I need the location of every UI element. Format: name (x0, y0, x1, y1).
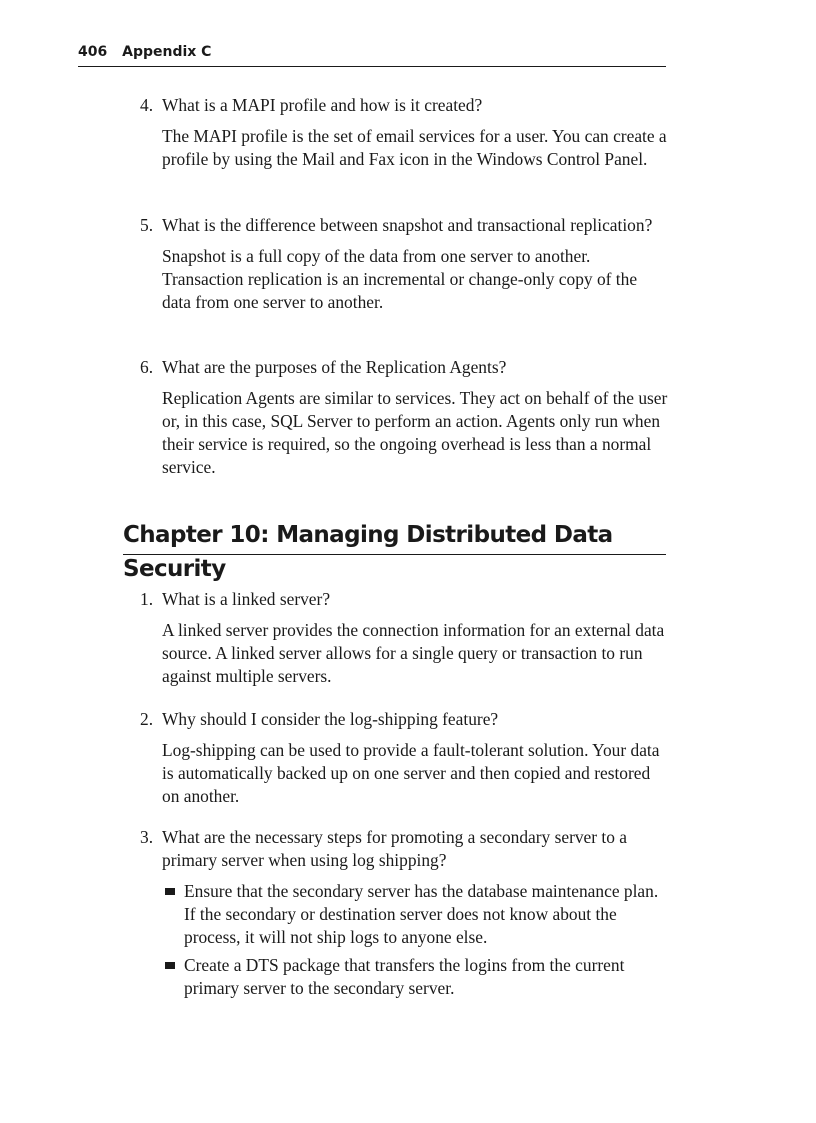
list-item (162, 880, 670, 949)
answer-text: The MAPI profile is the set of email services for a user. You can create a profile by using the Mail and Fax icon in the Windows Control Panel. (162, 126, 667, 169)
bullet-square-icon (162, 880, 184, 949)
question-number: 2. (140, 709, 154, 729)
list-item (162, 954, 670, 1000)
question-block (140, 356, 670, 479)
question-block (140, 588, 670, 688)
bullet-text: Create a DTS package that transfers the logins from the current primary server to the secondary server. (184, 955, 625, 998)
question-number: 1. (140, 589, 154, 609)
question-number: 5. (140, 215, 154, 235)
answer-text: Log-shipping can be used to provide a fault-tolerant solution. Your data is automatically backed up on one server and then copied and restored on another. (162, 740, 660, 806)
question-number: 3. (140, 827, 154, 847)
page-number: 406 (78, 44, 108, 60)
answer-text: A linked server provides the connection information for an external data source. A linked server allows for a single query or transaction to run against multiple servers. (162, 620, 665, 686)
question-number: 4. (140, 95, 154, 115)
question-block (140, 94, 670, 171)
bullet-square-icon (162, 954, 184, 1000)
answer-text: Replication Agents are similar to services. They act on behalf of the user or, in this case, SQL Server to perform an action. Agents only run when their service is required, so the ongoing overhead is less than a normal service. (162, 388, 668, 477)
chapter-heading: Chapter 10: Managing Distributed Data Security (123, 518, 666, 555)
question-text: What are the necessary steps for promoting a secondary server to a primary server when using log shipping? (162, 827, 628, 870)
question-text: What is a MAPI profile and how is it created? (162, 95, 483, 115)
section-label: Appendix C (122, 44, 212, 60)
question-text: What is the difference between snapshot and transactional replication? (162, 215, 653, 235)
question-text: Why should I consider the log-shipping feature? (162, 709, 499, 729)
question-text: What is a linked server? (162, 589, 331, 609)
question-number: 6. (140, 357, 154, 377)
running-header (78, 42, 666, 67)
bullet-text: Ensure that the secondary server has the database maintenance plan. If the secondary or destination server does not know about the process, it will not ship logs to anyone else. (184, 881, 659, 947)
bullet-list (162, 880, 670, 1000)
question-block (140, 214, 670, 314)
question-block (140, 708, 670, 808)
question-block (140, 826, 670, 1005)
question-text: What are the purposes of the Replication Agents? (162, 357, 507, 377)
answer-text: Snapshot is a full copy of the data from one server to another. Transaction replication is an incremental or change-only copy of the data from one server to another. (162, 246, 638, 312)
